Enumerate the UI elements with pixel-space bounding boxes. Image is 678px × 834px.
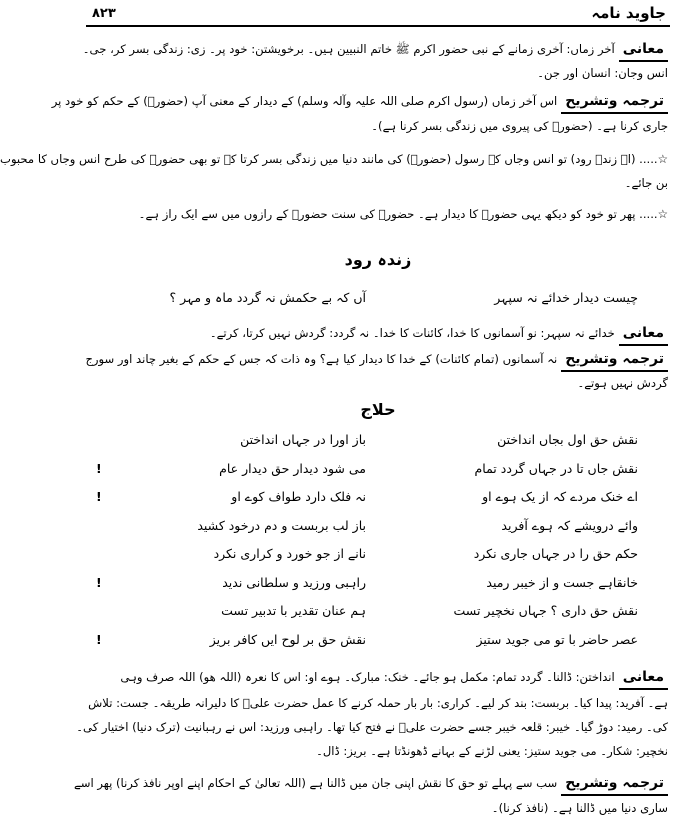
maani-line	[90, 692, 668, 714]
tarjuma-line	[90, 115, 668, 137]
note-text: بن جائے۔	[624, 176, 668, 190]
maani-line	[82, 38, 668, 62]
page-number: ۸۲۳	[92, 6, 116, 21]
verse-half: نانے از جو خورد و کراری نکرد	[213, 546, 366, 561]
note-text: ☆..... (اے زندہ رود) تو انس وجاں کے رسول (حضورؐ) کی مانند دنیا میں زندگی بسر کرتا کہ تو بھی حضورؐ کی طرح انس وجاں کا محبوب	[0, 152, 668, 166]
tarjuma-line	[90, 797, 668, 819]
tarjuma-text: اس آخر زماں (رسول اکرم صلی اللہ علیہ وآلہ وسلم) کے دیدار کے معنی آپ (حضورؐ) کے حکم کو خود پر	[51, 94, 558, 108]
tarjuma-label: ترجمہ وتشریح	[561, 90, 668, 114]
verse-half: چیست دیدار خدائے نہ سپہر	[494, 290, 638, 305]
verse-half: اے خنک مردے کہ از یک ہوے او	[482, 489, 638, 504]
verse-row	[96, 574, 638, 597]
verse-row	[96, 460, 638, 483]
maani-label: معانی	[619, 38, 668, 62]
note-text: ☆..... پھر تو خود کو دیکھ یہی حضورؐ کا دیدار ہے۔ حضورؐ کی سنت حضورؐ کے رازوں میں سے ایک راز ہے۔	[138, 207, 668, 221]
tarjuma-line	[73, 772, 668, 796]
verse-row	[102, 432, 638, 454]
maani-label: معانی	[619, 666, 668, 690]
tarjuma-label: ترجمہ وتشریح	[561, 772, 668, 796]
verse-row	[102, 546, 638, 568]
maani-text: خدائے نہ سپہر: نو آسمانوں کا خدا، کائنات کا خدا۔ نہ گردد: گردش نہیں کرتا، کرتے۔	[209, 326, 615, 340]
book-title: جاوید نامہ	[591, 4, 666, 22]
tarjuma-line	[85, 348, 668, 372]
verse-half: باز لب بربست و دم درخود کشید	[197, 517, 366, 533]
tarjuma-line	[90, 372, 668, 394]
maani-text: آخر زماں: آخری زمانے کے نبی حضور اکرم ﷺ خاتم النبیین ہیں۔ برخویشتن: خود پر۔ زی: زندگی بسر کر، جی۔	[82, 42, 615, 56]
verse-exclamation: !	[96, 574, 102, 590]
note-line	[90, 203, 668, 225]
verse-half: نقش جاں تا در جہاں گردد تمام	[474, 460, 638, 476]
tarjuma-line	[51, 90, 668, 114]
verse-exclamation: !	[96, 631, 102, 647]
verse-half: ہم عنان تقدیر با تدبیر تست	[221, 603, 366, 618]
tarjuma-text: سب سے پہلے تو حق کا نقش اپنی جان میں ڈالنا ہے (اللہ تعالیٰ کے احکام اپنے اوپر نافذ کرنا) پھر اسے	[73, 776, 558, 790]
maani-text: انداختن: ڈالنا۔ گردد تمام: مکمل ہو جائے۔ خنک: مبارک۔ ہوے او: اس کا نعرہ (اللہ ھو) اللہ صرف وہی	[120, 670, 615, 684]
maani-text: کی۔ رمید: دوڑ گیا۔ خیبر: قلعہ خیبر جسے حضرت علیؓ نے فتح کیا تھا۔ راہبی ورزید: اس نے رہبانیت (ترک دنیا) اختیار کی۔	[76, 720, 668, 734]
maani-line	[90, 322, 668, 346]
speaker-heading: زندہ رود	[344, 250, 412, 269]
verse-half: راہبی ورزید و سلطانی ندید	[222, 574, 366, 590]
maani-line	[90, 62, 668, 84]
note-line	[90, 172, 668, 194]
maani-line	[76, 716, 668, 738]
maani-line	[90, 740, 668, 762]
maani-line	[90, 666, 668, 690]
tarjuma-text: جاری کرنا ہے۔ (حضورؐ کی پیروی میں زندگی بسر کرنا ہے)۔	[371, 119, 668, 133]
verse-half: عصر حاضر با تو می جوید ستیز	[476, 631, 638, 647]
verse-half: آں کہ بے حکمش نہ گردد ماہ و مہر ؟	[169, 290, 366, 305]
header-rule	[86, 25, 670, 27]
verse-half: نقش حق اول بجاں انداختن	[497, 432, 638, 447]
verse-half: باز اورا در جہاں انداختن	[240, 432, 366, 447]
verse-half: خانقاہے جست و از خیبر رمید	[486, 574, 638, 590]
verse-row	[102, 603, 638, 625]
tarjuma-text: ساری دنیا میں ڈالنا ہے۔ (نافذ کرنا)۔	[491, 801, 668, 815]
speaker-heading: حلاج	[360, 400, 396, 419]
verse-row	[96, 631, 638, 654]
verse-exclamation: !	[96, 460, 102, 476]
tarjuma-label: ترجمہ وتشریح	[561, 348, 668, 372]
note-line	[0, 148, 668, 170]
maani-label: معانی	[619, 322, 668, 346]
verse-exclamation: !	[96, 489, 102, 504]
tarjuma-text: گردش نہیں ہوتے۔	[577, 376, 668, 390]
running-header	[86, 4, 670, 28]
verse-row	[102, 290, 638, 312]
verse-half: وائے درویشے کہ ہوے آفرید	[501, 517, 638, 533]
verse-half: نہ فلک دارد طواف کوے او	[231, 489, 366, 504]
verse-half: می شود دیدار حق دیدار عام	[219, 460, 366, 476]
maani-text: ہے۔ آفرید: پیدا کیا۔ بربست: بند کر لیے۔ کراری: بار بار حملہ کرنے کا عمل حضرت علیؓ کا دلیرانہ طریقہ۔ جست: تلاش	[88, 696, 668, 710]
verse-half: حکم حق را در جہاں جاری نکرد	[473, 546, 638, 561]
verse-row	[96, 489, 638, 511]
verse-half: نقش حق داری ؟ جہاں نخچیر تست	[453, 603, 638, 618]
verse-half: نقش حق بر لوح ایں کافر بریز	[209, 631, 366, 647]
maani-text: انس وجان: انسان اور جن۔	[537, 66, 668, 80]
maani-text: نخچیر: شکار۔ می جوید ستیز: یعنی لڑنے کے بہانے ڈھونڈتا ہے۔ بریز: ڈال۔	[316, 744, 668, 758]
verse-row	[102, 518, 638, 540]
tarjuma-text: نہ آسمانوں (تمام کائنات) کے خدا کا دیدار کیا ہے؟ وہ ذات کہ جس کے حکم کے بغیر چاند اور سورج	[85, 352, 558, 366]
